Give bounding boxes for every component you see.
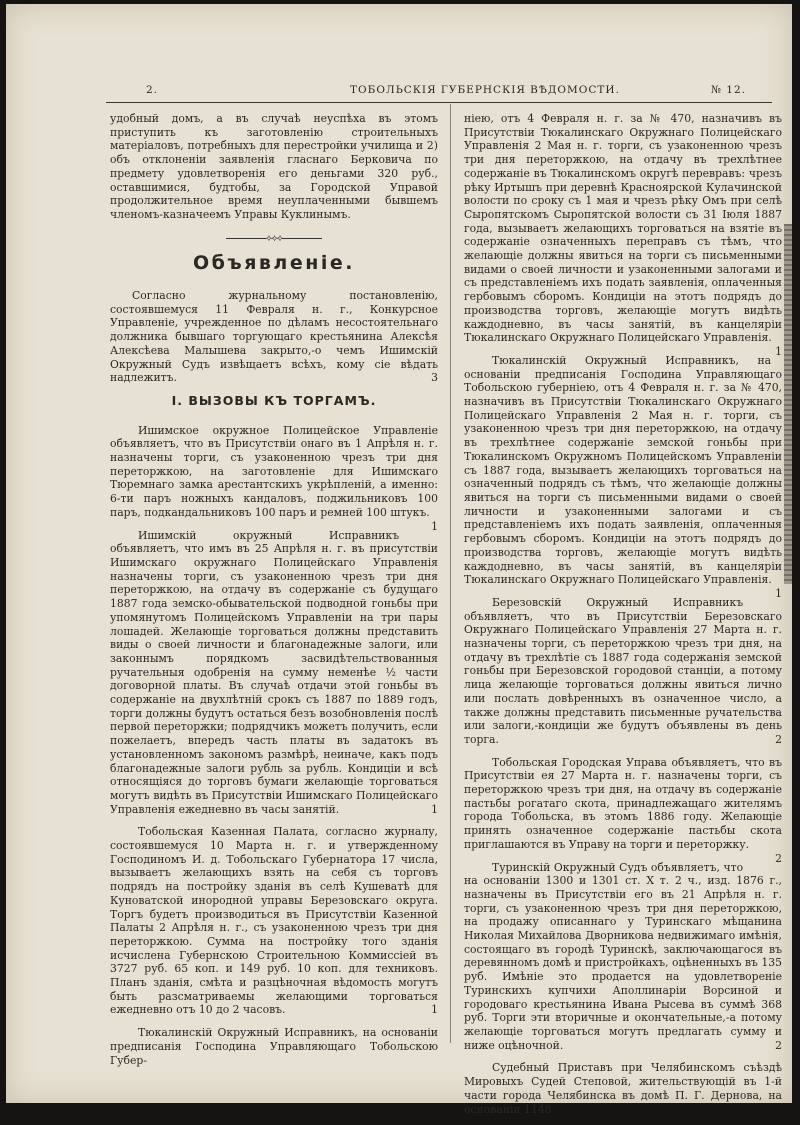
notice-text: Тюкалинскій Окружный Исправникъ, на основаніи предписанія Господина Управляющаго Тобольскою Губер- (110, 1026, 438, 1067)
notice-paragraph (110, 423, 438, 533)
left-column (110, 112, 438, 1076)
notice-text: Березовскій Окружный Исправникъ объявляетъ, что въ Присутствіи Березовскаго Окружнаго Полицейскаго Управленія 27 Марта н. г. назначены торги, съ переторжкою чрезъ три дня, на отдачу въ трехлѣтіе съ 1887 года содержанія земской гоньбы при Березовской городовой станціи, а потому лица желающіе торговаться должны явиться лично или послать довѣренныхъ въ означенное число, а также должны представить письменные ручательства или залоги,-кондиціи же будутъ объявлены въ день торга. (464, 595, 782, 746)
newspaper-title: ТОБОЛЬСКІЯ ГУБЕРНСКІЯ ВѢДОМОСТИ. (350, 84, 620, 96)
notice-paragraph (464, 353, 782, 600)
page-number: 2. (146, 84, 159, 96)
item-number: 1 (431, 1003, 438, 1017)
header-rule (106, 102, 772, 103)
notice-paragraph (110, 1026, 438, 1067)
notice-text: Ишимскій окружный Исправникъ объявляетъ, что имъ въ 25 Апрѣля н. г. въ присутствіи Ишимскаго окружнаго Полицейскаго Управленія назначены торги, съ узаконенною чрезъ три дня переторжкою, на отдачу въ содержаніе съ будущаго 1887 года земско-обывательской подводной гоньбы при упомянутомъ Полицейскомъ Управленіи на три пары лошадей. Желающіе торговаться должны представить виды о своей личности и благонадежные залоги, или законнымъ порядкомъ засвидѣтельствованныя ручательныя одобренія на сумму неменѣе ½ части договорной платы. Въ случаѣ отдачи этой гоньбы въ содержаніе на двухлѣтній срокъ съ 1887 по 1889 годъ, торги должны будутъ остаться безъ возобновленія послѣ первой переторжки; подрядчикъ можетъ получить, если пожелаетъ, впередъ часть платы въ задатокъ въ установленномъ закономъ размѣрѣ, неиначе, какъ подъ благонадежные залоги рубль за рубль. Кондиціи и всѣ относящіяся до торговъ бумаги желающіе торговаться могутъ видѣть въ Присутствіи Ишимскаго Полицейскаго Управленія ежедневно въ часы занятій. (110, 528, 438, 816)
notice-text: Туринскій Окружный Судъ объявляетъ, что на основаніи 1300 и 1301 ст. Х т. 2 ч., изд. 1876 г., назначены въ Присутствіи его въ 21 Апрѣля н. г. торги, съ узаконенною чрезъ три дня переторжкою, на продажу описаннаго у Туринскаго мѣщанина Николая Михайлова Дворникова недвижимаго имѣнія, состоящаго въ городѣ Туринскѣ, заключающагося въ деревянномъ домѣ и пристройкахъ, оцѣненныхъ въ 135 руб. Имѣніе это продается на удовлетвореніе Туринскихъ купчихи Аполлинаріи Ворсиной и городоваго крестьянина Ивана Рысева въ суммѣ 368 руб. Торги эти вторичные и окончательные,-а потому желающіе торговаться могутъ предлагать сумму и ниже оцѣночной. (464, 860, 782, 1052)
notice-paragraph (110, 825, 438, 1017)
announcement-text: Согласно журнальному постановленію, состоявшемуся 11 Февраля н. г., Конкурсное Управленіе, учрежденное по дѣламъ несостоятельнаго должника бывшаго торгующаго крестьянина Алексѣя Алексѣева Малышева закрыто,-о чемъ Ишимскій Окружный Судъ извѣщаетъ всѣхъ, кому сіе вѣдать надлежитъ. (110, 289, 438, 385)
notice-text: Судебный Приставъ при Челябинскомъ съѣздѣ Мировыхъ Судей Степовой, жительствующій въ 1-й части города Челябинска въ домѣ П. Г. Дернова, на основаніи 1148 (464, 1061, 782, 1116)
notice-text: Ишимское окружное Полицейское Управленіе объявляетъ, что въ Присутствіи онаго въ 1 Апрѣля н. г. назначены торги, съ узаконенною чрезъ три дня переторжкою, на заготовленіе для Ишимскаго Тюремнаго замка арестантскихъ укрѣпленій, а именно: 6-ти паръ ножныхъ кандаловъ, поджильниковъ 100 паръ, подкандальниковъ 100 паръ и ремней 100 штукъ. (110, 423, 438, 519)
notice-paragraph (464, 596, 782, 747)
ornament-divider: ⟡⟡⟡ (110, 232, 438, 246)
notice-text: Тобольская Городская Управа объявляетъ, что въ Присутствіи ея 27 Марта н. г. назначены торги, съ переторжкою чрезъ три дня, на отдачу въ содержаніе пастьбы рогатаго скота, принадлежащаго жителямъ города Тобольска, въ этомъ 1886 году. Желающіе принять означенное содержаніе пастьбы скота приглашаются въ Управу на торги и переторжку. (464, 755, 782, 851)
item-number: 3 (431, 371, 438, 385)
column-divider (450, 104, 451, 1043)
item-number: 2 (775, 851, 782, 865)
notice-text: Тобольская Казенная Палата, согласно журналу, состоявшемуся 10 Марта н. г. и утвержденному Господиномъ И. д. Тобольскаго Губернатора 17 числа, вызываетъ желающихъ взять на себя съ торговъ подрядъ на постройку зданія въ селѣ Кушеватѣ для Куноватской инородной управы Березовскаго округа. Торгъ будетъ производиться въ Присутствіи Казенной Палаты 2 Апрѣля н. г., съ узаконенною чрезъ три дня переторжкою. Сумма на постройку того зданія исчислена Губернскою Строительною Коммиссіей въ 3727 руб. 65 коп. и 149 руб. 10 коп. для техниковъ. Планъ зданія, смѣта и разцѣночная вѣдомость могутъ быть разсматриваемы желающими торговаться ежедневно отъ 10 до 2 часовъ. (110, 825, 438, 1017)
notice-paragraph (464, 861, 782, 1053)
section-heading: I. ВЫЗОВЫ КЪ ТОРГАМЪ. (171, 392, 377, 408)
item-number: 2 (775, 1038, 782, 1052)
item-number: 1 (775, 586, 782, 600)
notice-text: ніею, отъ 4 Февраля н. г. за № 470, назначивъ въ Присутствіи Тюкалинскаго Окружнаго Полицейскаго Управленія 2 Мая н. г. торги, съ узаконенною чрезъ три дня переторжкою, на отдачу въ трехлѣтнее содержаніе въ Тюкалинскомъ округѣ перевравъ: чрезъ рѣку Иртышъ при деревнѣ Красноярской Кулачинской волости по сроку съ 1 мая и чрезъ рѣку Омъ при селѣ Сыропятскомъ Сыропятской волости съ 31 Іюля 1887 года, вызываетъ желающихъ торговаться на взятіе въ содержаніе означенныхъ переправъ съ тѣмъ, что желающіе должны явиться на торги съ письменными видами о своей личности и узаконенными залогами и съ представленіемъ ихъ подать заявленія, оплаченныя гербовымъ сборомъ. Кондиціи на этотъ подрядъ до производства торговъ, желающіе могутъ видѣть каждодневно, въ часы занятій, въ канцеляріи Тюкалинскаго Окружнаго Полицейскаго Управленія. (464, 112, 782, 345)
issue-number: № 12. (711, 84, 746, 96)
item-number: 2 (775, 732, 782, 746)
item-number: 1 (431, 519, 438, 533)
announcement-paragraph (110, 289, 438, 385)
notice-paragraph (464, 1061, 782, 1116)
item-number: 1 (431, 802, 438, 816)
binding-edge (784, 224, 792, 584)
announcement-heading: Объявленіе. (193, 252, 355, 275)
page-header (106, 84, 772, 100)
intro-paragraph: удобный домъ, а въ случаѣ неуспѣха въ этомъ приступить къ заготовленію строительныхъ матеріаловъ, потребныхъ для перестройки училища и 2) объ отклоненіи заявленія гласнаго Берковича по предмету удовлетворенія его деньгами 320 руб., оставшимися, будтобы, за Городской Управой продолжительное время неуплаченными бывшемъ членомъ-казначеемъ Управы Куклинымъ. (110, 112, 438, 221)
notice-paragraph (464, 755, 782, 865)
newspaper-page (6, 4, 792, 1116)
notice-text: Тюкалинскій Окружный Исправникъ, на основаніи предписанія Господина Управляющаго Тобольскою губерніею, отъ 4 Февраля н. г. за № 470, назначивъ въ Присутствіи Тюкалинскаго Окружнаго Полицейскаго Управленія 2 Мая н. г. торги, съ узаконенною чрезъ три дня переторжкою, на отдачу въ трехлѣтнее содержаніе земской гоньбы при Тюкалинскомъ Окружномъ Полицейскомъ Управленіи съ 1887 года, вызываетъ желающихъ торговаться на означенный подрядъ съ тѣмъ, что желающіе должны явиться на торги съ письменными видами о своей личности и узаконенными залогами и съ представленіемъ ихъ подать заявленія, оплаченныя гербовымъ сборомъ. Кондиціи на этотъ подрядъ до производства торговъ, желающіе могутъ видѣть каждодневно, въ часы занятій, въ канцеляріи Тюкалинскаго Окружнаго Полицейскаго Управленія. (464, 353, 782, 587)
right-column (464, 112, 782, 1125)
notice-paragraph (110, 529, 438, 817)
item-number: 1 (775, 344, 782, 358)
notice-paragraph (464, 112, 782, 358)
